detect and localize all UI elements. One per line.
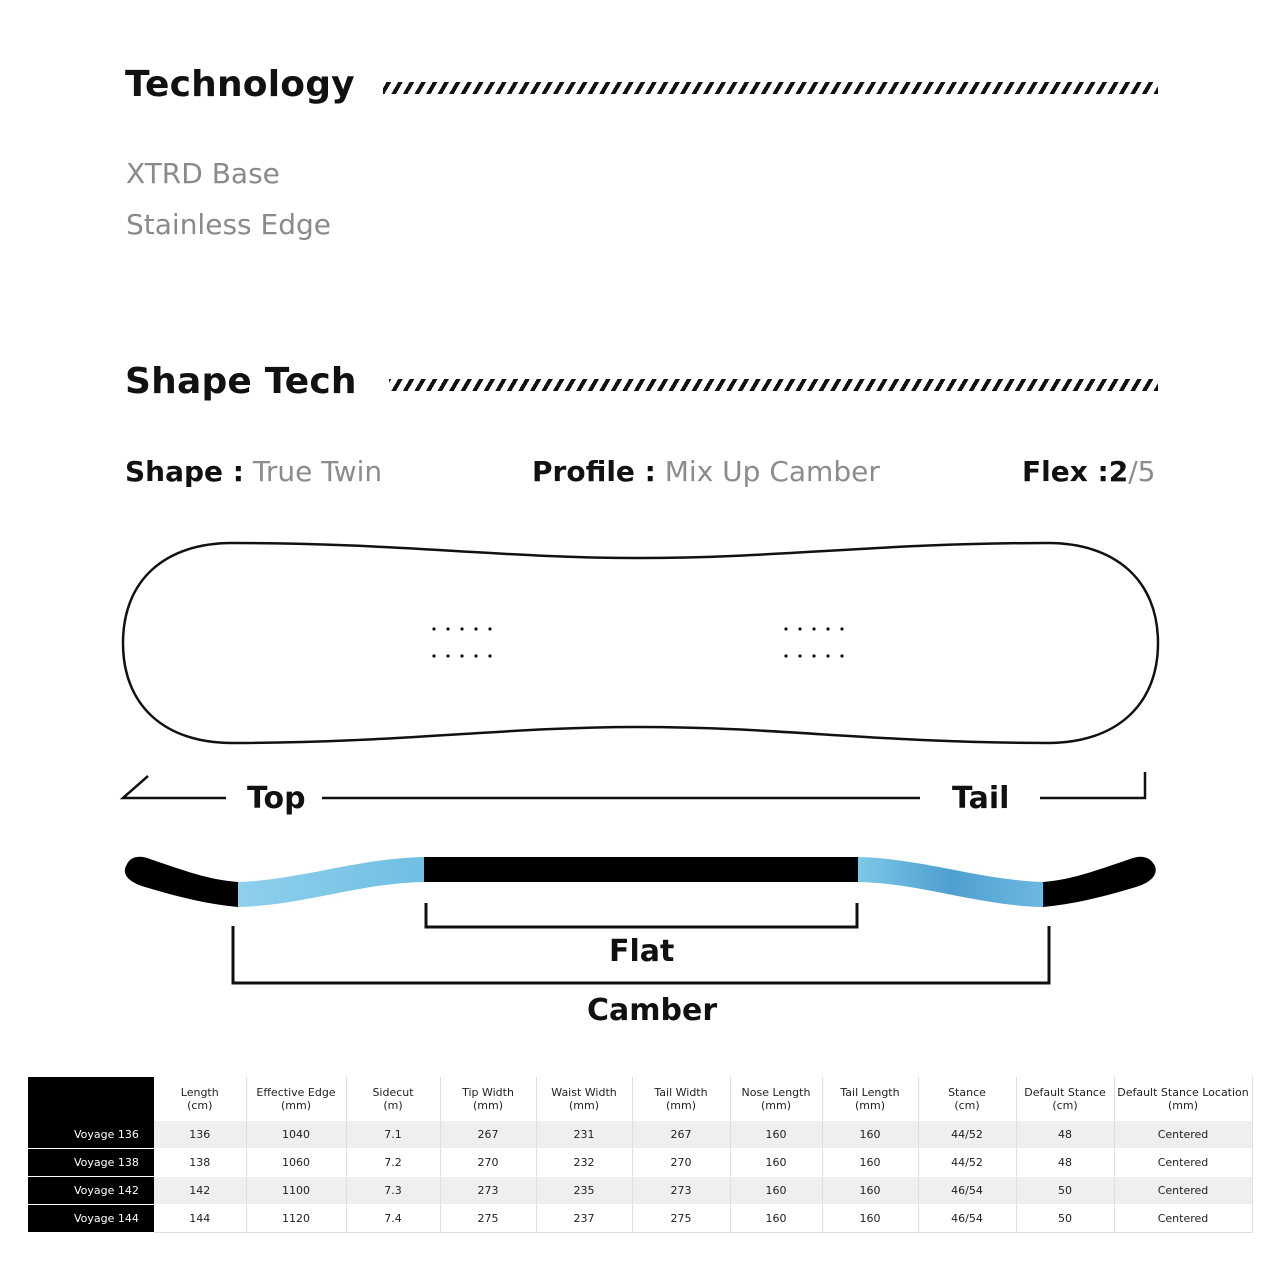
row-model-name: Voyage 136 — [28, 1121, 154, 1149]
table-cell: 142 — [154, 1177, 246, 1205]
tail-line — [1040, 772, 1145, 798]
column-header — [632, 1077, 730, 1121]
table-cell: 267 — [632, 1121, 730, 1149]
table-cell: 138 — [154, 1149, 246, 1177]
tail-label: Tail — [952, 781, 1010, 816]
nose-rocker-blue — [238, 857, 424, 907]
column-header — [1016, 1077, 1114, 1121]
column-header-title: Length — [180, 1086, 219, 1099]
tail-rocker-black — [1043, 857, 1156, 907]
column-header — [154, 1077, 246, 1121]
table-cell: 1100 — [246, 1177, 346, 1205]
table-cell: 235 — [536, 1177, 632, 1205]
flex-value: 2 — [1108, 455, 1129, 488]
row-model-name: Voyage 142 — [28, 1177, 154, 1205]
table-cell: 7.3 — [346, 1177, 440, 1205]
column-header-title: Effective Edge — [256, 1086, 336, 1099]
board-outline — [123, 543, 1158, 743]
column-header-unit: (mm) — [472, 1099, 503, 1112]
tail-rocker-blue — [858, 857, 1043, 907]
column-header-unit: (cm) — [187, 1099, 213, 1112]
profile-label: Profile : — [532, 455, 656, 488]
table-cell: 231 — [536, 1121, 632, 1149]
table-cell: 1060 — [246, 1149, 346, 1177]
table-cell: 160 — [730, 1205, 822, 1233]
column-header-title: Tail Length — [840, 1086, 900, 1099]
table-cell: 270 — [632, 1149, 730, 1177]
shape-label: Shape : — [125, 455, 244, 488]
table-cell: 275 — [632, 1205, 730, 1233]
table-cell: 237 — [536, 1205, 632, 1233]
table-cell: Centered — [1114, 1149, 1252, 1177]
tech-item-edge: Stainless Edge — [126, 208, 331, 241]
spec-table — [28, 1077, 1253, 1233]
column-header-unit: (m) — [383, 1099, 403, 1112]
column-header-title: Sidecut — [372, 1086, 414, 1099]
table-cell: 275 — [440, 1205, 536, 1233]
table-row — [28, 1121, 1252, 1149]
flat-bracket — [426, 903, 857, 927]
table-cell: 160 — [730, 1149, 822, 1177]
table-cell: 267 — [440, 1121, 536, 1149]
table-cell: 50 — [1016, 1205, 1114, 1233]
column-header-title: Default Stance — [1024, 1086, 1106, 1099]
column-header-title: Waist Width — [551, 1086, 617, 1099]
table-cell: 160 — [822, 1205, 918, 1233]
table-cell: 273 — [632, 1177, 730, 1205]
tech-item-base: XTRD Base — [126, 157, 280, 190]
flat-label: Flat — [609, 934, 675, 969]
table-cell: 46/54 — [918, 1205, 1016, 1233]
column-header — [822, 1077, 918, 1121]
column-header-unit: (mm) — [1167, 1099, 1198, 1112]
table-cell: 160 — [822, 1177, 918, 1205]
table-cell: Centered — [1114, 1177, 1252, 1205]
column-header-unit: (mm) — [280, 1099, 311, 1112]
column-header-unit: (mm) — [568, 1099, 599, 1112]
column-header — [918, 1077, 1016, 1121]
spec-table-header — [28, 1077, 1252, 1121]
column-header-unit: (mm) — [665, 1099, 696, 1112]
table-cell: 1120 — [246, 1205, 346, 1233]
column-header — [440, 1077, 536, 1121]
table-cell: 160 — [730, 1177, 822, 1205]
table-cell: 160 — [822, 1149, 918, 1177]
column-header — [1114, 1077, 1252, 1121]
table-corner — [28, 1077, 154, 1121]
column-header-title: Tip Width — [462, 1086, 514, 1099]
profile-value: Mix Up Camber — [664, 455, 880, 488]
row-model-name: Voyage 144 — [28, 1205, 154, 1233]
column-header-unit: (cm) — [1052, 1099, 1078, 1112]
column-header-title: Nose Length — [741, 1086, 811, 1099]
column-header — [346, 1077, 440, 1121]
table-cell: 7.1 — [346, 1121, 440, 1149]
column-header-unit: (mm) — [854, 1099, 885, 1112]
shape-value: True Twin — [252, 455, 383, 488]
table-cell: 273 — [440, 1177, 536, 1205]
flat-section-black — [424, 857, 858, 882]
table-cell: 7.4 — [346, 1205, 440, 1233]
column-header-title: Default Stance Location — [1117, 1086, 1249, 1099]
table-cell: 44/52 — [918, 1149, 1016, 1177]
table-cell: 44/52 — [918, 1121, 1016, 1149]
flex-max: /5 — [1128, 455, 1156, 488]
camber-label: Camber — [587, 993, 718, 1028]
table-cell: 50 — [1016, 1177, 1114, 1205]
flex-label: Flex : — [1022, 455, 1109, 488]
table-cell: 136 — [154, 1121, 246, 1149]
table-cell: Centered — [1114, 1121, 1252, 1149]
table-row — [28, 1149, 1252, 1177]
column-header-unit: (mm) — [760, 1099, 791, 1112]
column-header — [246, 1077, 346, 1121]
row-model-name: Voyage 138 — [28, 1149, 154, 1177]
column-header — [536, 1077, 632, 1121]
table-cell: 48 — [1016, 1121, 1114, 1149]
shape-tech-title: Shape Tech — [125, 361, 357, 402]
column-header-unit: (cm) — [954, 1099, 980, 1112]
table-cell: 232 — [536, 1149, 632, 1177]
table-cell: 270 — [440, 1149, 536, 1177]
table-cell: 160 — [822, 1121, 918, 1149]
table-cell: 1040 — [246, 1121, 346, 1149]
table-cell: 7.2 — [346, 1149, 440, 1177]
table-row — [28, 1205, 1252, 1233]
table-cell: 46/54 — [918, 1177, 1016, 1205]
table-cell: 160 — [730, 1121, 822, 1149]
table-cell: 144 — [154, 1205, 246, 1233]
column-header — [730, 1077, 822, 1121]
column-header-title: Stance — [948, 1086, 986, 1099]
nose-rocker-black — [125, 857, 238, 907]
table-cell: 48 — [1016, 1149, 1114, 1177]
table-cell: Centered — [1114, 1205, 1252, 1233]
top-arrow-line — [123, 776, 226, 798]
technology-title: Technology — [125, 64, 355, 105]
column-header-title: Tail Width — [654, 1086, 708, 1099]
table-row — [28, 1177, 1252, 1205]
top-label: Top — [247, 781, 306, 816]
